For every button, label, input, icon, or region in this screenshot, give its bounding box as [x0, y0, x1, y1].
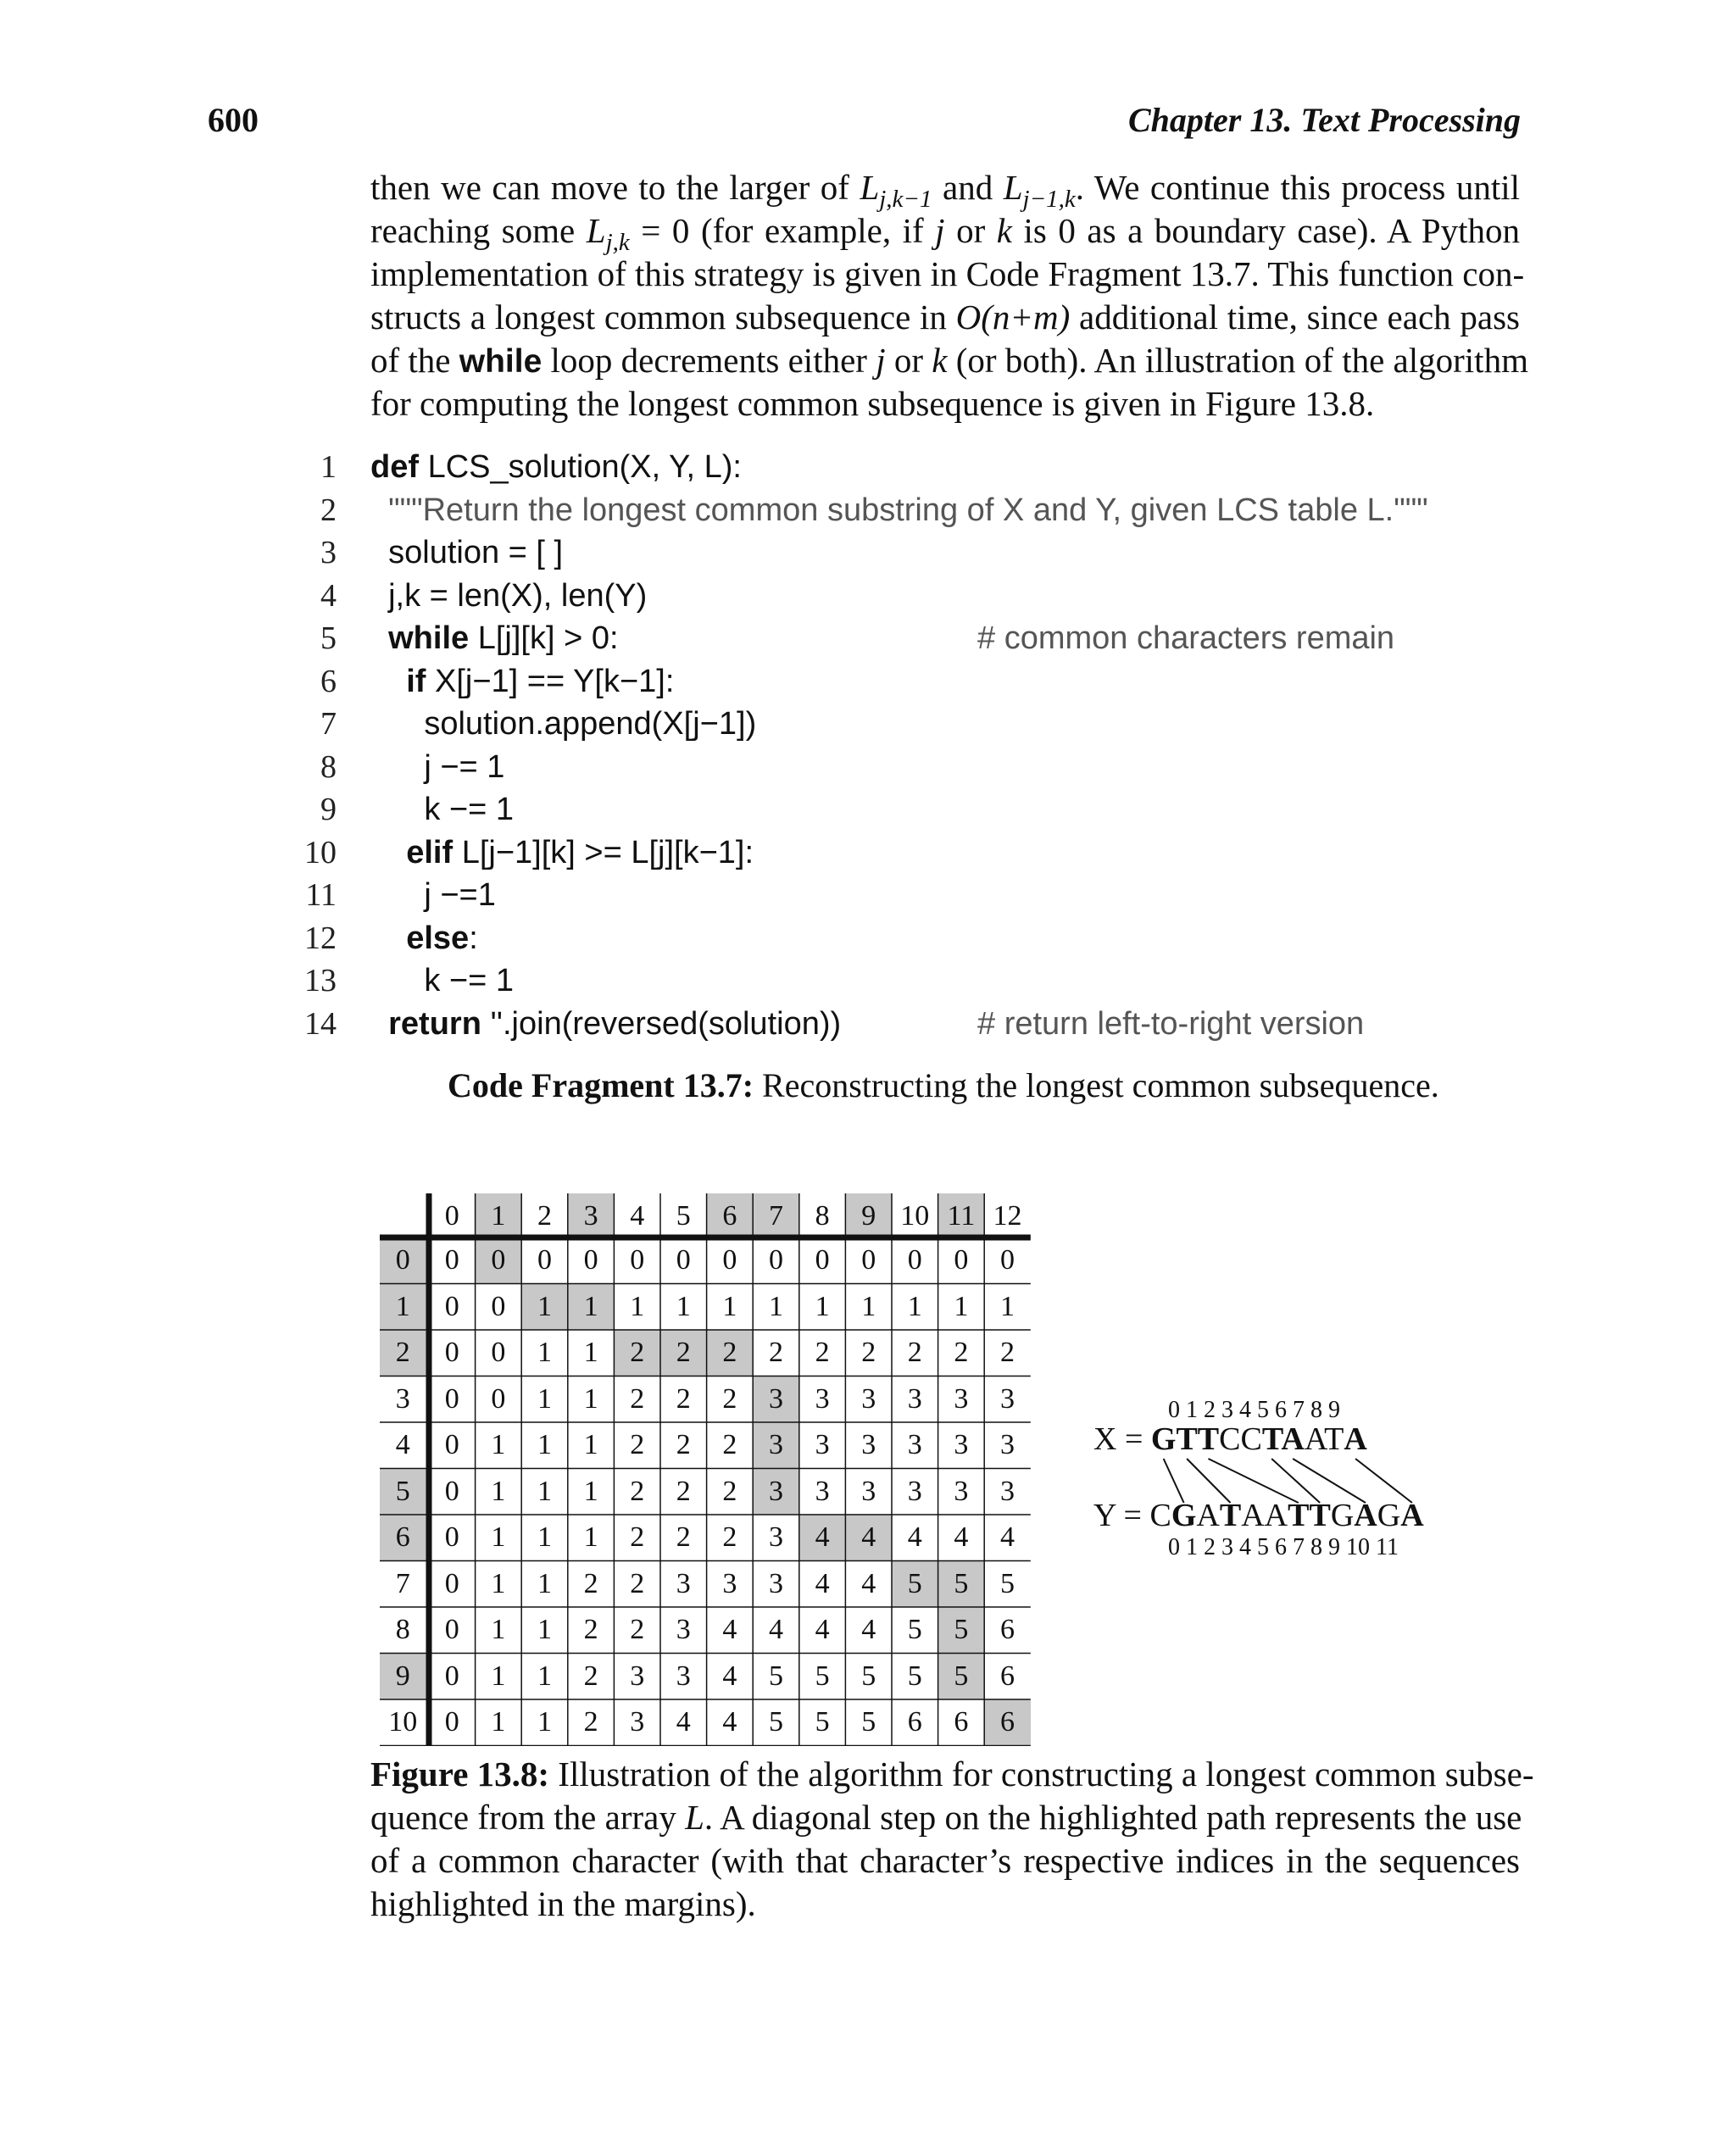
row-header: 5 — [380, 1469, 426, 1515]
table-cell: 6 — [984, 1699, 1031, 1746]
table-cell: 2 — [954, 1337, 969, 1369]
sequence-alignment — [1093, 1397, 1534, 1566]
table-cell: 4 — [907, 1521, 922, 1554]
table-cell: 1 — [583, 1382, 598, 1415]
table-cell: 4 — [722, 1614, 737, 1646]
table-cell: 1 — [491, 1706, 506, 1738]
table-cell: 1 — [583, 1337, 598, 1369]
y-char: T — [1309, 1498, 1331, 1533]
y-char: T — [1288, 1498, 1310, 1533]
x-char: T — [1261, 1421, 1282, 1457]
table-cell: 1 — [815, 1290, 830, 1322]
table-cell: 0 — [444, 1614, 459, 1646]
table-cell: 4 — [845, 1515, 892, 1561]
line-number: 8 — [320, 748, 337, 785]
intro-line: of the while loop decrements either j or k (or both). An illustration of the algorithm — [370, 341, 1528, 380]
table-cell: 3 — [999, 1475, 1015, 1507]
table-cell: 1 — [537, 1567, 552, 1599]
table-cell: 2 — [676, 1429, 691, 1461]
row-header: 7 — [395, 1567, 410, 1599]
table-cell: 1 — [676, 1290, 691, 1322]
y-indices: 0 1 2 3 4 5 6 7 8 9 10 11 — [1168, 1534, 1399, 1560]
x-char: A — [1344, 1421, 1367, 1457]
table-cell: 1 — [583, 1475, 598, 1507]
table-cell: 0 — [537, 1244, 552, 1276]
code-text: j −=1 — [370, 877, 496, 913]
table-cell: 0 — [476, 1237, 522, 1284]
y-label: Y = — [1093, 1498, 1150, 1533]
table-cell: 4 — [676, 1706, 691, 1738]
x-char: C — [1240, 1421, 1262, 1457]
table-cell: 3 — [768, 1567, 783, 1599]
y-char: G — [1330, 1498, 1355, 1533]
table-cell: 2 — [583, 1660, 598, 1692]
table-cell: 1 — [768, 1290, 783, 1322]
y-char: T — [1219, 1498, 1242, 1533]
table-cell: 2 — [630, 1521, 645, 1554]
table-cell: 0 — [861, 1244, 876, 1276]
x-label: X = — [1093, 1421, 1151, 1457]
table-cell: 3 — [722, 1567, 737, 1599]
table-cell: 3 — [907, 1475, 922, 1507]
col-header: 1 — [476, 1193, 522, 1240]
table-cell: 0 — [815, 1244, 830, 1276]
line-number: 5 — [320, 620, 337, 656]
lcs-table — [380, 1193, 1031, 1746]
table-cell: 0 — [907, 1244, 922, 1276]
code-text: while L[j][k] > 0: — [388, 620, 619, 656]
code-caption — [448, 1065, 1439, 1105]
line-number: 6 — [320, 663, 337, 699]
code-line — [292, 617, 1538, 660]
table-cell: 4 — [815, 1614, 830, 1646]
table-cell: 6 — [999, 1660, 1015, 1692]
code-text: j −= 1 — [370, 748, 505, 785]
row-header: 10 — [388, 1706, 418, 1738]
x-char: G — [1150, 1421, 1177, 1457]
table-cell: 2 — [676, 1475, 691, 1507]
table-cell: 1 — [537, 1706, 552, 1738]
line-number: 10 — [304, 834, 337, 870]
x-char: T — [1324, 1421, 1344, 1457]
table-cell: 4 — [861, 1567, 876, 1599]
row-header: 8 — [395, 1614, 410, 1646]
table-cell: 1 — [537, 1521, 552, 1554]
table-cell: 5 — [861, 1706, 876, 1738]
table-cell: 1 — [583, 1521, 598, 1554]
table-cell: 1 — [491, 1660, 506, 1692]
col-header: 9 — [845, 1193, 892, 1240]
table-cell: 4 — [768, 1614, 783, 1646]
table-cell: 1 — [491, 1567, 506, 1599]
line-number: 2 — [320, 492, 337, 528]
table-cell: 3 — [630, 1706, 645, 1738]
table-cell: 3 — [861, 1429, 876, 1461]
table-cell: 3 — [954, 1429, 969, 1461]
table-cell: 5 — [907, 1614, 922, 1646]
table-cell: 5 — [768, 1660, 783, 1692]
caption-line: of a common character (with that character’s respective indices in the sequences — [370, 1841, 1520, 1880]
table-cell: 4 — [722, 1660, 737, 1692]
col-header: 4 — [630, 1200, 645, 1232]
table-cell: 5 — [815, 1660, 830, 1692]
line-number: 3 — [320, 535, 337, 570]
col-header: 6 — [707, 1193, 754, 1240]
table-cell: 1 — [999, 1290, 1015, 1322]
table-cell: 0 — [444, 1567, 459, 1599]
table-cell: 2 — [722, 1475, 737, 1507]
x-indices: 0 1 2 3 4 5 6 7 8 9 — [1168, 1397, 1340, 1423]
code-comment: # return left-to-right version — [977, 1005, 1365, 1042]
table-cell: 1 — [537, 1614, 552, 1646]
table-cell: 0 — [491, 1290, 506, 1322]
table-cell: 1 — [630, 1290, 645, 1322]
table-cell: 2 — [722, 1521, 737, 1554]
table-cell: 0 — [444, 1290, 459, 1322]
table-cell: 3 — [676, 1614, 691, 1646]
table-cell: 2 — [722, 1382, 737, 1415]
y-char: C — [1149, 1498, 1171, 1533]
col-header: 0 — [444, 1200, 459, 1232]
table-cell: 3 — [999, 1382, 1015, 1415]
table-cell: 1 — [954, 1290, 969, 1322]
table-cell: 4 — [722, 1706, 737, 1738]
line-number: 11 — [305, 877, 337, 913]
row-header: 4 — [395, 1429, 410, 1461]
table-cell: 3 — [954, 1382, 969, 1415]
table-cell: 3 — [630, 1660, 645, 1692]
code-line — [292, 959, 1538, 1003]
table-cell: 2 — [630, 1614, 645, 1646]
table-cell: 3 — [768, 1521, 783, 1554]
code-comment: # common characters remain — [977, 620, 1395, 656]
line-number: 14 — [304, 1005, 337, 1042]
y-char: A — [1241, 1498, 1265, 1533]
line-number: 12 — [304, 920, 337, 956]
table-cell: 3 — [954, 1475, 969, 1507]
table-cell: 0 — [444, 1660, 459, 1692]
table-cell: 5 — [938, 1561, 985, 1608]
code-text: """Return the longest common substring of X and Y, given LCS table L.""" — [370, 492, 1428, 528]
table-cell: 0 — [954, 1244, 969, 1276]
table-cell: 0 — [444, 1521, 459, 1554]
figure-caption — [370, 1753, 1534, 1926]
table-cell: 5 — [938, 1654, 985, 1700]
caption-line: quence from the array L. A diagonal step on the highlighted path represents the use — [370, 1798, 1522, 1837]
code-text: return ''.join(reversed(solution)) — [388, 1005, 842, 1042]
code-caption-label: Code Fragment 13.7: — [448, 1066, 754, 1104]
table-cell: 1 — [537, 1429, 552, 1461]
table-cell: 0 — [444, 1475, 459, 1507]
table-cell: 0 — [444, 1382, 459, 1415]
table-cell: 0 — [676, 1244, 691, 1276]
table-cell: 3 — [753, 1422, 799, 1469]
table-cell: 3 — [676, 1660, 691, 1692]
table-cell: 0 — [999, 1244, 1015, 1276]
table-cell: 2 — [676, 1521, 691, 1554]
table-cell: 5 — [768, 1706, 783, 1738]
intro-line: implementation of this strategy is given in Code Fragment 13.7. This function con- — [370, 254, 1525, 293]
col-header: 5 — [676, 1200, 691, 1232]
code-text: def LCS_solution(X, Y, L): — [370, 449, 742, 485]
table-cell: 2 — [583, 1567, 598, 1599]
intro-line: then we can move to the larger of $L_{j,k-1}$ and $L_{j-1,k}$. We continue this process until — [370, 168, 1520, 213]
table-cell: 1 — [537, 1382, 552, 1415]
code-text: elif L[j−1][k] >= L[j][k−1]: — [406, 834, 754, 870]
row-header: 0 — [380, 1237, 426, 1284]
table-cell: 0 — [444, 1244, 459, 1276]
table-cell: 3 — [753, 1469, 799, 1515]
table-cell: 5 — [938, 1607, 985, 1654]
code-caption-text: Reconstructing the longest common subsequence. — [754, 1066, 1439, 1104]
table-cell: 2 — [815, 1337, 830, 1369]
y-sequence — [1093, 1497, 1424, 1534]
caption-line: highlighted in the margins). — [370, 1884, 756, 1923]
table-cell: 2 — [630, 1382, 645, 1415]
table-cell: 4 — [954, 1521, 969, 1554]
table-cell: 1 — [861, 1290, 876, 1322]
line-number: 7 — [320, 706, 337, 742]
x-char: T — [1176, 1421, 1198, 1457]
line-number: 1 — [320, 449, 337, 485]
row-header: 3 — [395, 1382, 410, 1415]
table-cell: 3 — [861, 1382, 876, 1415]
table-cell: 3 — [676, 1567, 691, 1599]
table-cell: 3 — [815, 1382, 830, 1415]
table-cell: 0 — [491, 1337, 506, 1369]
code-text: j,k = len(X), len(Y) — [370, 577, 648, 614]
table-cell: 2 — [907, 1337, 922, 1369]
table-cell: 1 — [491, 1614, 506, 1646]
table-cell: 1 — [583, 1429, 598, 1461]
line-number: 4 — [320, 577, 337, 614]
intro-line: reaching some $L_{j,k} = 0$ (for example, if j or k is 0 as a boundary case). A Python — [370, 211, 1521, 256]
code-line — [292, 788, 1538, 831]
table-cell: 1 — [568, 1284, 615, 1331]
table-cell: 0 — [768, 1244, 783, 1276]
code-line — [292, 489, 1538, 532]
table-cell: 4 — [861, 1614, 876, 1646]
table-cell: 2 — [583, 1706, 598, 1738]
table-cell: 5 — [999, 1567, 1015, 1599]
table-cell: 0 — [722, 1244, 737, 1276]
col-header: 12 — [993, 1200, 1022, 1232]
code-text: solution.append(X[j−1]) — [370, 706, 757, 742]
y-char: A — [1400, 1498, 1424, 1533]
intro-line: for computing the longest common subsequence is given in Figure 13.8. — [370, 384, 1375, 423]
table-cell: 3 — [907, 1429, 922, 1461]
code-line — [292, 746, 1538, 789]
col-header: 7 — [753, 1193, 799, 1240]
table-cell: 1 — [491, 1429, 506, 1461]
code-text: k −= 1 — [370, 963, 514, 998]
table-cell: 0 — [630, 1244, 645, 1276]
table-cell: 5 — [907, 1660, 922, 1692]
code-line — [292, 831, 1538, 875]
table-cell: 2 — [630, 1429, 645, 1461]
line-number: 13 — [304, 963, 337, 998]
code-text: k −= 1 — [370, 792, 514, 827]
y-char: G — [1377, 1498, 1401, 1533]
table-cell: 3 — [907, 1382, 922, 1415]
row-header: 6 — [380, 1515, 426, 1561]
col-header: 11 — [938, 1193, 985, 1240]
table-cell: 2 — [630, 1475, 645, 1507]
code-line — [292, 660, 1538, 703]
col-header: 10 — [900, 1200, 930, 1232]
x-char: T — [1197, 1421, 1220, 1457]
table-cell: 2 — [614, 1330, 660, 1376]
table-cell: 6 — [907, 1706, 922, 1738]
figure-caption-label: Figure 13.8: — [370, 1755, 550, 1793]
x-char: A — [1304, 1421, 1325, 1457]
col-header: 3 — [568, 1193, 615, 1240]
table-cell: 1 — [491, 1475, 506, 1507]
table-cell: 1 — [521, 1284, 568, 1331]
table-cell: 5 — [815, 1706, 830, 1738]
row-header: 2 — [380, 1330, 426, 1376]
table-cell: 6 — [999, 1614, 1015, 1646]
intro-paragraph — [370, 166, 1528, 425]
code-line — [292, 1003, 1538, 1046]
table-cell: 1 — [491, 1521, 506, 1554]
table-cell: 0 — [444, 1337, 459, 1369]
code-text: solution = [ ] — [370, 535, 564, 570]
table-cell: 1 — [722, 1290, 737, 1322]
table-cell: 6 — [954, 1706, 969, 1738]
table-cell: 0 — [444, 1429, 459, 1461]
table-cell: 1 — [537, 1337, 552, 1369]
table-cell: 3 — [815, 1429, 830, 1461]
table-cell: 3 — [753, 1376, 799, 1423]
intro-line: structs a longest common subsequence in O(n+m) additional time, since each pass — [370, 298, 1520, 336]
code-line — [292, 917, 1538, 960]
table-cell: 3 — [861, 1475, 876, 1507]
table-cell: 2 — [660, 1330, 707, 1376]
table-cell: 1 — [907, 1290, 922, 1322]
table-cell: 3 — [815, 1475, 830, 1507]
table-cell: 3 — [999, 1429, 1015, 1461]
page-number: 600 — [208, 101, 259, 139]
code-fragment — [292, 446, 1538, 1045]
table-cell: 2 — [768, 1337, 783, 1369]
table-cell: 4 — [799, 1515, 846, 1561]
table-cell: 2 — [707, 1330, 754, 1376]
table-cell: 4 — [999, 1521, 1015, 1554]
y-char: G — [1171, 1498, 1197, 1533]
y-char: A — [1354, 1498, 1377, 1533]
line-number: 9 — [320, 792, 337, 827]
table-cell: 5 — [892, 1561, 938, 1608]
y-char: A — [1264, 1498, 1288, 1533]
table-cell: 2 — [861, 1337, 876, 1369]
table-cell: 0 — [583, 1244, 598, 1276]
col-header: 2 — [537, 1200, 552, 1232]
x-char: A — [1281, 1421, 1305, 1457]
code-text: else: — [406, 920, 478, 956]
chapter-title: Chapter 13. Text Processing — [1128, 101, 1521, 139]
table-cell: 2 — [630, 1567, 645, 1599]
col-header: 8 — [815, 1200, 830, 1232]
table-cell: 1 — [537, 1660, 552, 1692]
table-cell: 0 — [491, 1382, 506, 1415]
code-line — [292, 703, 1538, 746]
table-cell: 2 — [722, 1429, 737, 1461]
code-line — [292, 531, 1538, 575]
row-header: 1 — [380, 1284, 426, 1331]
x-char: C — [1219, 1421, 1241, 1457]
y-char: A — [1196, 1498, 1220, 1533]
table-grid — [380, 1193, 1031, 1746]
row-header: 9 — [380, 1654, 426, 1700]
table-cell: 1 — [537, 1475, 552, 1507]
caption-line: Figure 13.8: Illustration of the algorithm for constructing a longest common subse- — [370, 1755, 1534, 1793]
code-text: if X[j−1] == Y[k−1]: — [406, 663, 675, 699]
code-line — [292, 874, 1538, 917]
code-line — [292, 446, 1538, 489]
table-cell: 4 — [815, 1567, 830, 1599]
table-cell: 0 — [444, 1706, 459, 1738]
table-cell: 2 — [999, 1337, 1015, 1369]
table-cell: 2 — [583, 1614, 598, 1646]
table-cell: 2 — [676, 1382, 691, 1415]
code-line — [292, 575, 1538, 618]
table-cell: 5 — [861, 1660, 876, 1692]
